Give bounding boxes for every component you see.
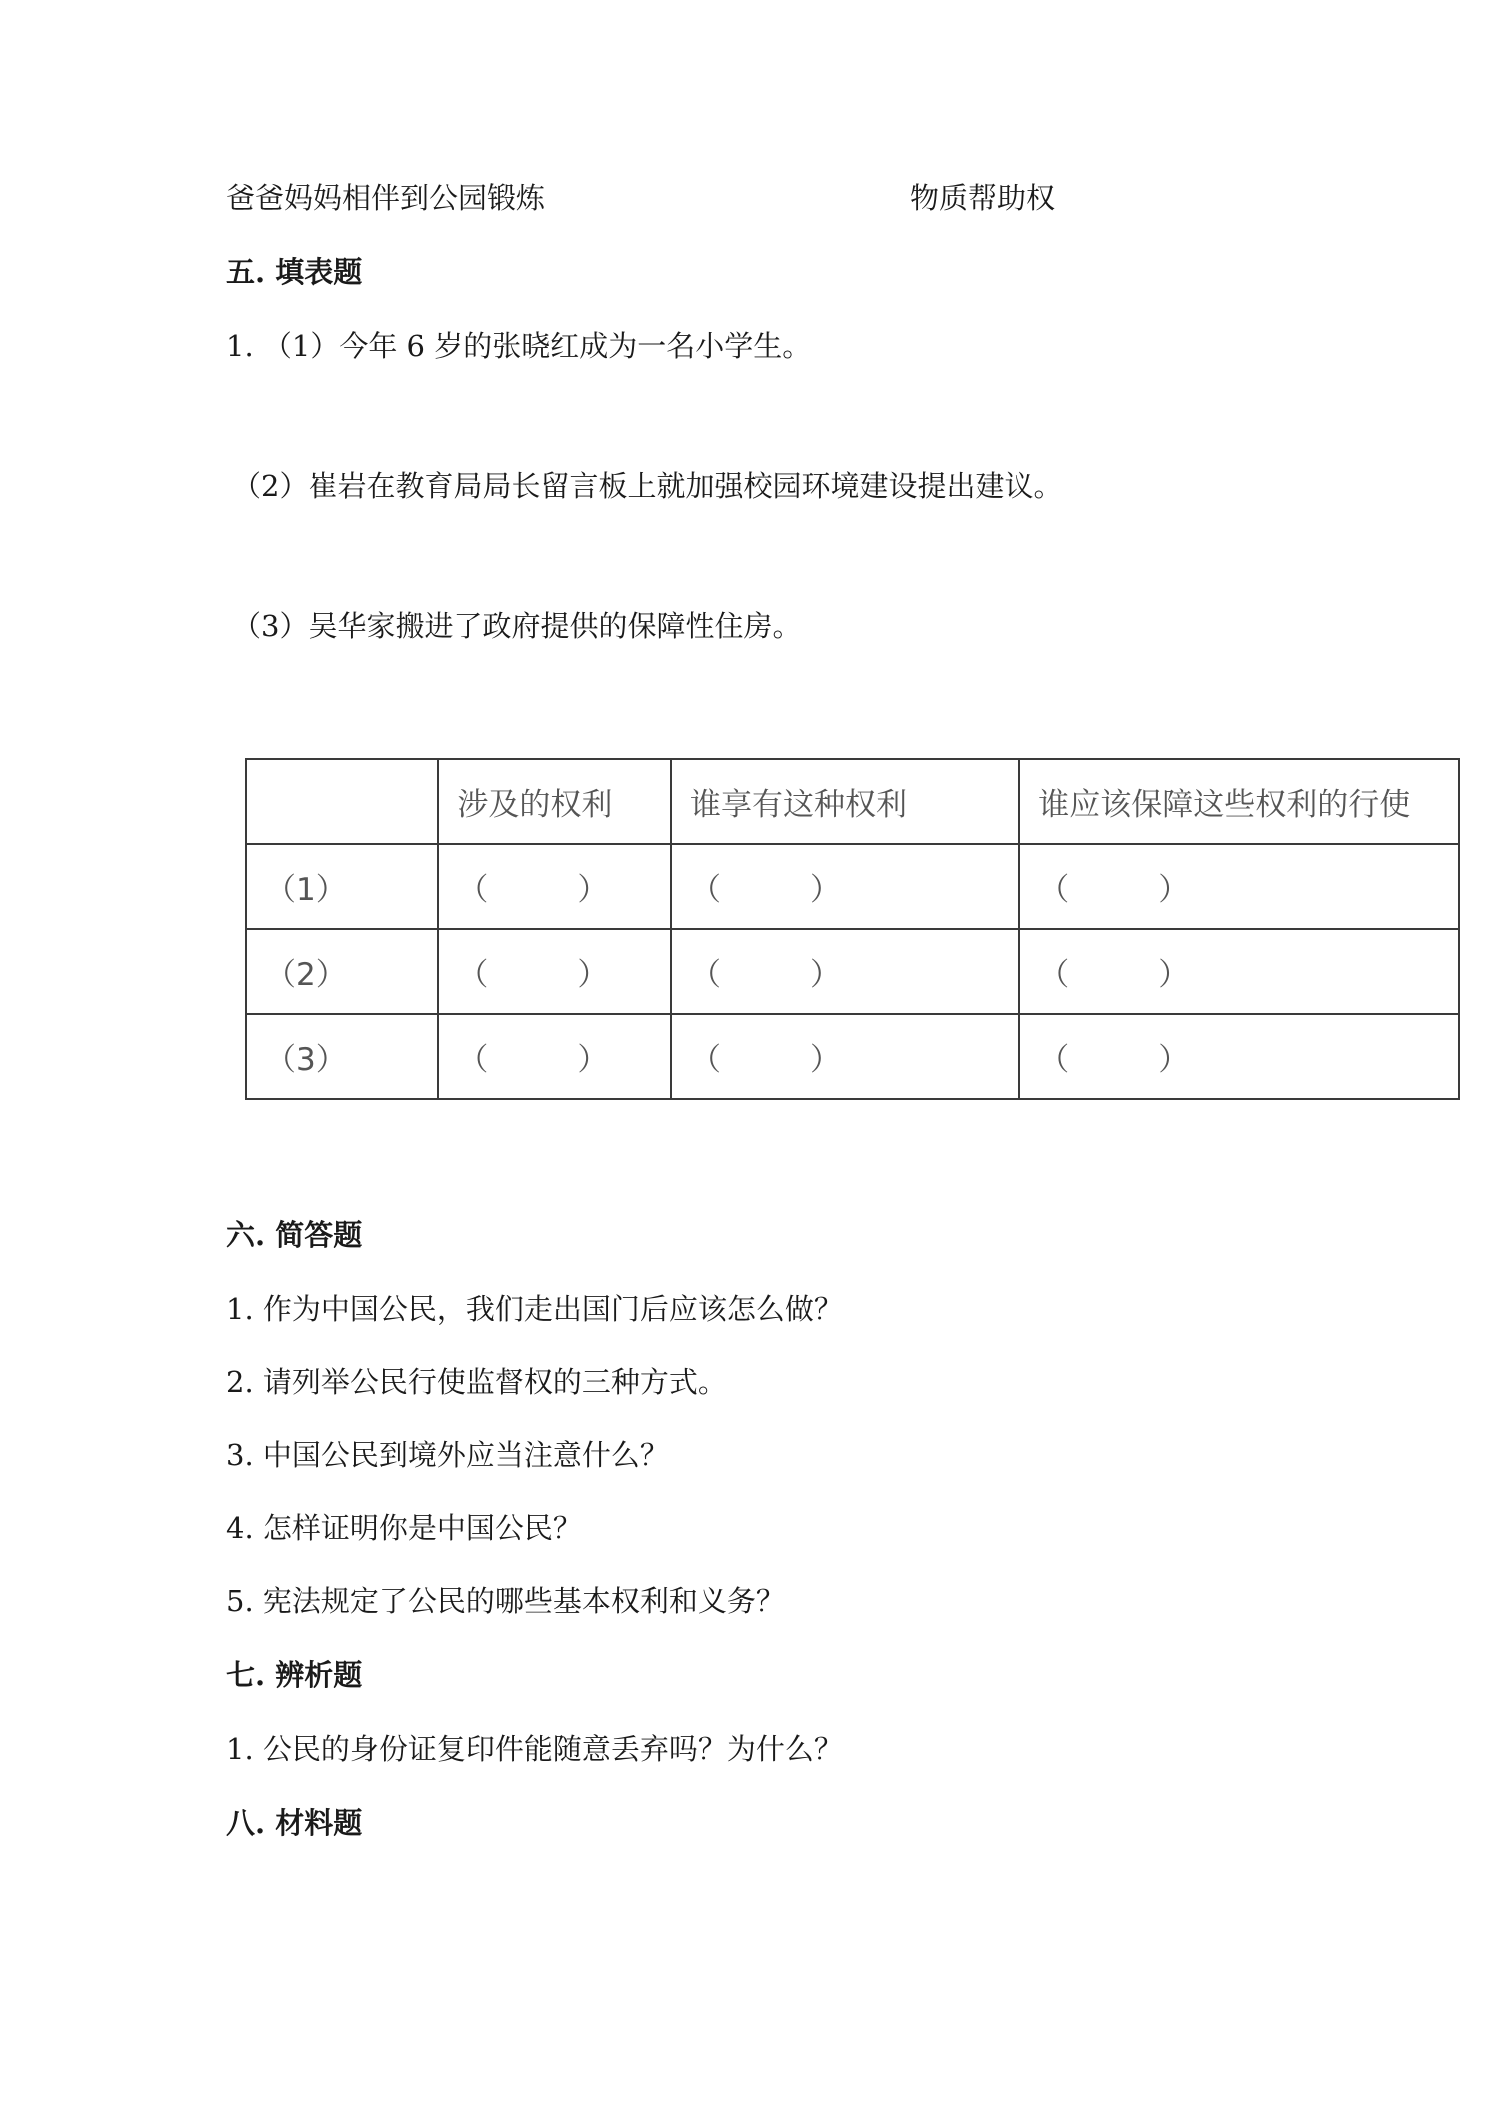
answer-blank[interactable]: （ ）	[438, 929, 671, 1014]
table-header-cell: 涉及的权利	[438, 759, 671, 844]
question-text: （2）崔岩在教育局局长留言板上就加强校园环境建设提出建议。	[232, 469, 1063, 503]
section-title-analysis: 七. 辨析题	[226, 1658, 363, 1692]
table-header-cell: 谁享有这种权利	[671, 759, 1019, 844]
question-text: 2. 请列举公民行使监督权的三种方式。	[226, 1365, 727, 1399]
question-text: 5. 宪法规定了公民的哪些基本权利和义务？	[226, 1584, 785, 1618]
section-title-short-answer: 六. 简答题	[226, 1218, 363, 1252]
row-label: （1）	[246, 844, 438, 929]
question-text: 3. 中国公民到境外应当注意什么？	[226, 1438, 669, 1472]
table-row	[246, 1014, 1459, 1099]
answer-table	[245, 758, 1460, 1100]
table-header-row	[246, 759, 1459, 844]
question-text: （3）吴华家搬进了政府提供的保障性住房。	[232, 609, 802, 643]
section-title-material: 八. 材料题	[226, 1806, 363, 1840]
answer-blank[interactable]: （ ）	[438, 844, 671, 929]
answer-blank[interactable]: （ ）	[671, 1014, 1019, 1099]
section-title-fill-table: 五. 填表题	[226, 255, 363, 289]
match-item-right: 物质帮助权	[910, 181, 1056, 215]
answer-blank[interactable]: （ ）	[671, 844, 1019, 929]
answer-blank[interactable]: （ ）	[1019, 844, 1459, 929]
table-row	[246, 844, 1459, 929]
row-label: （2）	[246, 929, 438, 1014]
table-header-cell	[246, 759, 438, 844]
match-item-left: 爸爸妈妈相伴到公园锻炼	[226, 181, 546, 215]
answer-blank[interactable]: （ ）	[1019, 1014, 1459, 1099]
question-text: 4. 怎样证明你是中国公民？	[226, 1511, 582, 1545]
table-row	[246, 929, 1459, 1014]
row-label: （3）	[246, 1014, 438, 1099]
answer-blank[interactable]: （ ）	[1019, 929, 1459, 1014]
question-text: 1. 公民的身份证复印件能随意丢弃吗？为什么？	[226, 1732, 843, 1766]
answer-blank[interactable]: （ ）	[438, 1014, 671, 1099]
table-header-cell: 谁应该保障这些权利的行使	[1019, 759, 1459, 844]
question-text: 1. （1）今年 6 岁的张晓红成为一名小学生。	[226, 329, 812, 363]
answer-blank[interactable]: （ ）	[671, 929, 1019, 1014]
question-text: 1. 作为中国公民，我们走出国门后应该怎么做？	[226, 1292, 843, 1326]
